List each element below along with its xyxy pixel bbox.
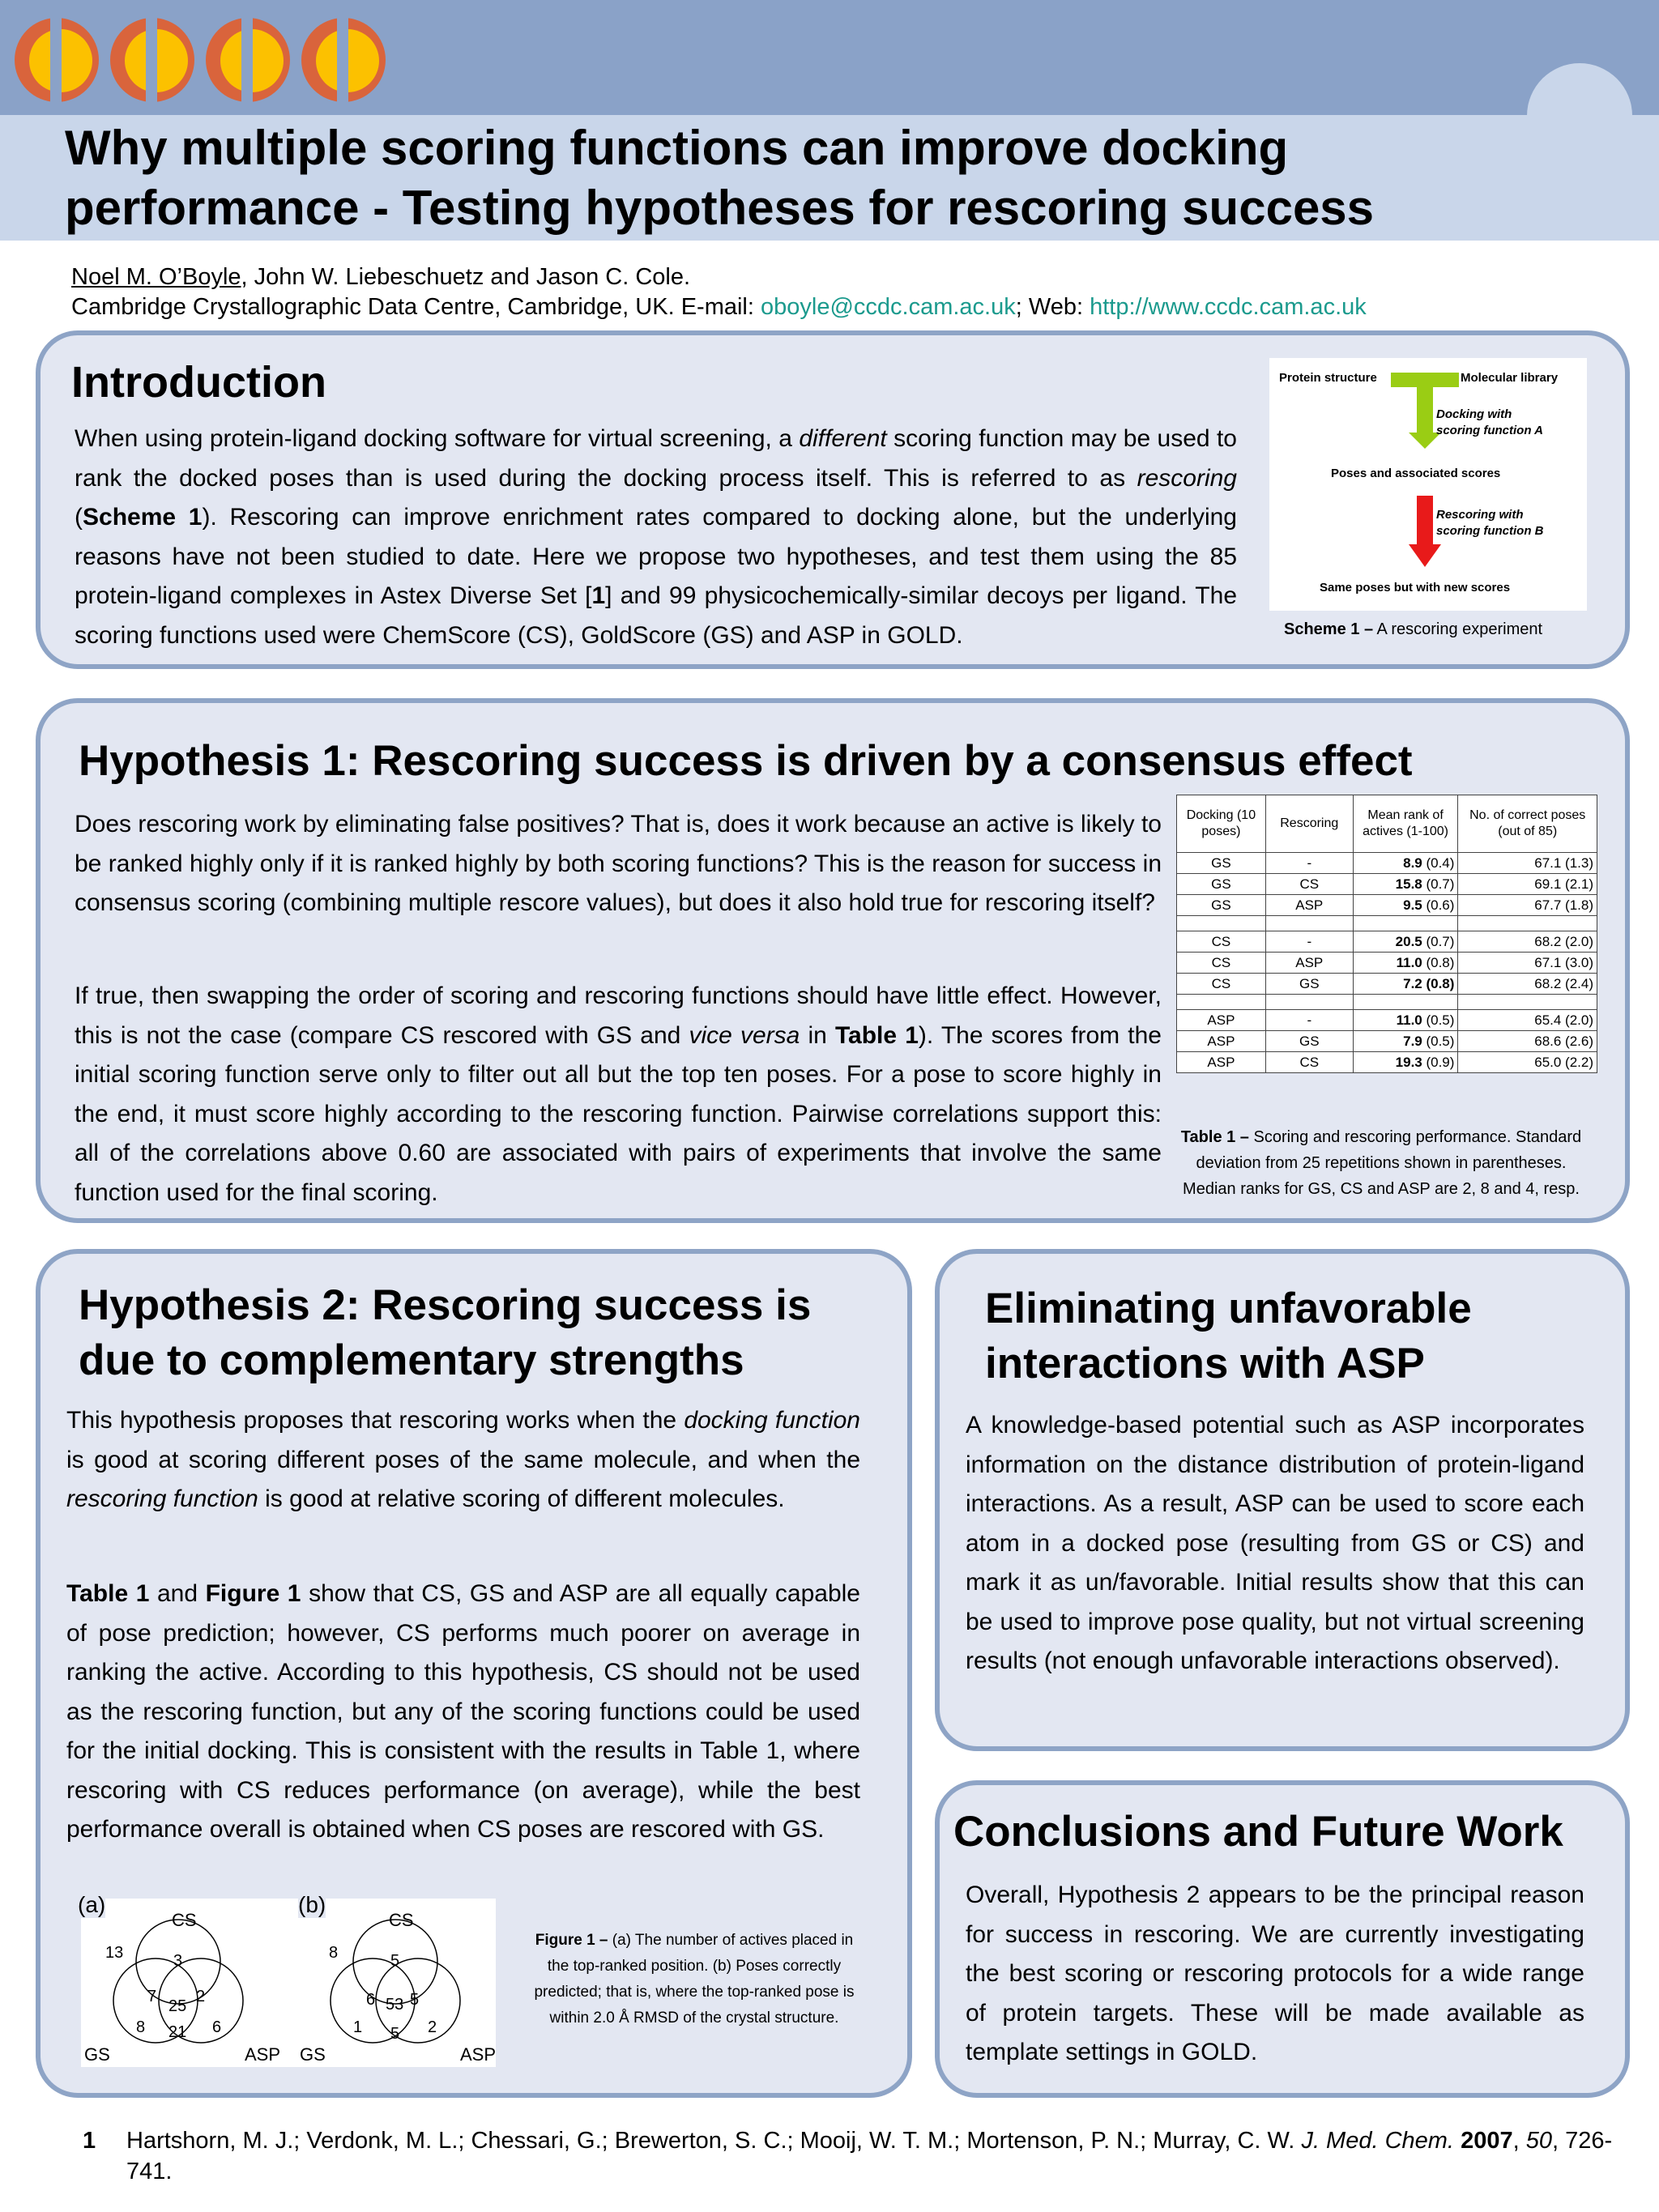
venn-value: 5 [410, 1991, 420, 2009]
table-spacer-row [1177, 916, 1597, 931]
venn-value: 2 [428, 2018, 437, 2036]
web-link[interactable]: http://www.ccdc.cam.ac.uk [1090, 294, 1367, 320]
venn-label: ASP [460, 2044, 497, 2065]
venn-value: 2 [196, 1988, 206, 2005]
scheme-caption: Scheme 1 – A rescoring experiment [1284, 620, 1543, 638]
venn-value: 7 [147, 1988, 157, 2005]
reference-number: 1 [83, 2128, 96, 2154]
table-header-cell: Docking (10 poses) [1177, 795, 1266, 853]
table-header-row [1177, 795, 1597, 853]
conclusions-text: Overall, Hypothesis 2 appears to be the principal reason for success in rescoring. We are currently investigating the best scoring or rescoring protocols for a wide range of protein targets. These will be made available as template settings in GOLD. [966, 1882, 1584, 2065]
logo-circle-icon [15, 18, 99, 102]
table-row: CS - 20.5 (0.7) 68.2 (2.0) [1177, 931, 1597, 953]
venn-label: CS [389, 1910, 414, 1930]
hypothesis-2-title: Hypothesis 2: Rescoring success is due to complementary strengths [79, 1281, 812, 1384]
conclusions-title: Conclusions and Future Work [953, 1808, 1563, 1856]
scheme-poses-label: Poses and associated scores [1331, 467, 1501, 480]
hypothesis-1-title: Hypothesis 1: Rescoring success is driven by a consensus effect [79, 737, 1413, 785]
table-1-caption: Table 1 – Scoring and rescoring performance. Standard deviation from 25 repetitions shown in parentheses. Median ranks for GS, CS and ASP are 2, 8 and 4, resp. [1180, 1128, 1582, 1198]
venn-label: CS [172, 1910, 197, 1930]
venn-value: 1 [353, 2018, 363, 2036]
co-authors: , John W. Liebeschuetz and Jason C. Cole. [241, 264, 691, 290]
table-row: ASP CS 19.3 (0.9) 65.0 (2.2) [1177, 1052, 1597, 1073]
table-row: GS ASP 9.5 (0.6) 67.7 (1.8) [1177, 895, 1597, 916]
rescoring-flow-diagram [1269, 358, 1587, 611]
venn-value: 5 [390, 1952, 400, 1970]
table-row: GS CS 15.8 (0.7) 69.1 (2.1) [1177, 874, 1597, 895]
venn-label: GS [84, 2044, 110, 2065]
scheme-rescoring-label: Rescoring with scoring function B [1436, 508, 1544, 538]
affiliation: Cambridge Crystallographic Data Centre, Cambridge, UK. E-mail: [71, 294, 761, 320]
logo-circle-icon [301, 18, 386, 102]
venn-value: 3 [173, 1952, 183, 1970]
table-header-cell: Mean rank of actives (1-100) [1353, 795, 1458, 853]
table-row: ASP GS 7.9 (0.5) 68.6 (2.6) [1177, 1031, 1597, 1052]
title-line: performance - Testing hypotheses for rescoring success [65, 181, 1375, 235]
venn-value: 6 [212, 2018, 222, 2036]
logo-circle-icon [110, 18, 194, 102]
figure-1 [81, 1899, 496, 2067]
table-row: ASP - 11.0 (0.5) 65.4 (2.0) [1177, 1010, 1597, 1031]
reference-text: Hartshorn, M. J.; Verdonk, M. L.; Chessari, G.; Brewerton, S. C.; Mooij, W. T. M.; Mortenson, P. N.; Murray, C. W. J. Med. Chem. 2007, 50, 726-741. [126, 2128, 1613, 2184]
table-spacer-row [1177, 995, 1597, 1010]
table-1 [1176, 795, 1597, 1073]
figure-1-caption: Figure 1 – (a) The number of actives placed in the top-ranked position. (b) Poses correctly predicted; that is, where the top-ranked pose is within 2.0 Å RMSD of the crystal structure. [534, 1932, 855, 2027]
scheme-library-label: Molecular library [1461, 371, 1559, 385]
scheme-docking-label: Docking with scoring function A [1436, 407, 1543, 437]
table-header-cell: No. of correct poses (out of 85) [1458, 795, 1597, 853]
scheme-result-label: Same poses but with new scores [1320, 581, 1511, 595]
figure-panel-a-label: (a) [78, 1892, 106, 1917]
title-line: Why multiple scoring functions can improve docking [65, 121, 1289, 175]
venn-value: 21 [168, 2023, 187, 2041]
eliminating-title: Eliminating unfavorable interactions with ASP [985, 1285, 1472, 1387]
presenting-author: Noel M. O’Boyle [71, 264, 241, 290]
hypothesis-1-para-1: Does rescoring work by eliminating false positives? That is, does it work because an active is likely to be ranked highly only if it is ranked highly by both scoring functions? This is the reason for success in consensus scoring (combining multiple rescore values), but does it also hold true for rescoring itself? [75, 811, 1162, 916]
hypothesis-2-para-1: This hypothesis proposes that rescoring works when the docking function is good at scoring different poses of the same molecule, and when the rescoring function is good at relative scoring of different molecules. [66, 1407, 860, 1512]
logo-circle-icon [206, 18, 290, 102]
poster-title [65, 118, 1588, 238]
venn-value: 5 [390, 2025, 400, 2043]
scheme-1-diagram [1269, 358, 1587, 611]
venn-label: ASP [245, 2044, 281, 2065]
table-row: CS GS 7.2 (0.8) 68.2 (2.4) [1177, 974, 1597, 995]
venn-diagrams [81, 1899, 496, 2067]
venn-value: 8 [329, 1944, 339, 1962]
hypothesis-2-para-2: Table 1 and Figure 1 show that CS, GS and ASP are all equally capable of pose prediction; however, CS performs much poorer on average in ranking the active. According to this hypothesis, CS should not be used as the rescoring function, but any of the scoring functions could be used for the initial docking. This is consistent with the results in Table 1, where rescoring with CS reduces performance (on average), while the best performance overall is obtained when CS poses are rescored with GS. [66, 1580, 860, 1843]
table-row: CS ASP 11.0 (0.8) 67.1 (3.0) [1177, 953, 1597, 974]
venn-label: GS [300, 2044, 326, 2065]
venn-value: 25 [168, 1997, 187, 2015]
venn-value: 6 [366, 1991, 376, 2009]
author-block [71, 262, 1367, 322]
table-row: GS - 8.9 (0.4) 67.1 (1.3) [1177, 853, 1597, 874]
venn-value: 53 [386, 1996, 404, 2014]
web-label: ; Web: [1015, 294, 1090, 320]
eliminating-text: A knowledge-based potential such as ASP incorporates information on the distance distribution of protein-ligand interactions. As a result, ASP can be used to score each atom in a docked pose (resulting from GS or CS) and mark it as un/favorable. Initial results show that this can be used to improve pose quality, but not virtual screening results (not enough unfavorable interactions observed). [966, 1412, 1584, 1674]
hypothesis-1-para-2: If true, then swapping the order of scoring and rescoring functions should have little effect. However, this is not the case (compare CS rescored with GS and vice versa in Table 1). The scores from the initial scoring function serve only to filter out all but the top ten poses. For a pose to score highly in the end, it must score highly according to the rescoring function. Pairwise correlations support this: all of the correlations above 0.60 are associated with pairs of experiments that involve the same function used for the final scoring. [75, 982, 1162, 1206]
venn-value: 8 [136, 2018, 146, 2036]
figure-panel-b-label: (b) [298, 1892, 326, 1917]
venn-value: 13 [105, 1944, 124, 1962]
introduction-title: Introduction [71, 358, 326, 407]
introduction-text: When using protein-ligand docking software for virtual screening, a different scoring function may be used to rank the docked poses than is used during the docking process itself. This is referred to as rescoring (Scheme 1). Rescoring can improve enrichment rates compared to docking alone, but the underlying reasons have not been studied to date. Here we propose two hypotheses, and test them using the 85 protein-ligand complexes in Astex Diverse Set [1] and 99 physicochemically-similar decoys per ligand. The scoring functions used were ChemScore (CS), GoldScore (GS) and ASP in GOLD. [75, 425, 1238, 649]
scheme-protein-label: Protein structure [1279, 371, 1377, 385]
email-link[interactable]: oboyle@ccdc.cam.ac.uk [760, 294, 1016, 320]
table-header-cell: Rescoring [1265, 795, 1353, 853]
